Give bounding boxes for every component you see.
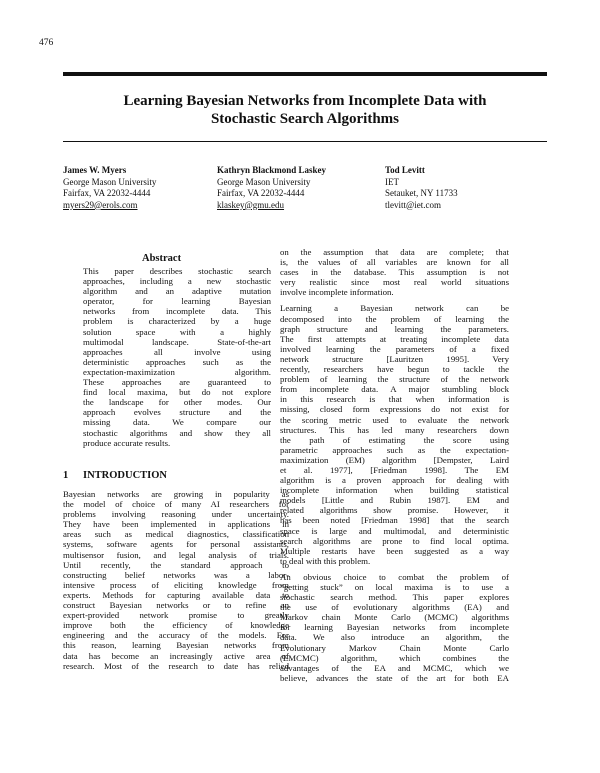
author-affiliation: George Mason University <box>217 176 311 187</box>
text-line: Multiple restarts have been suggested as a way <box>280 545 509 556</box>
text-line: multimodal landscape. State-of-the-art <box>83 336 271 347</box>
text-line: from incomplete data. A major stumbling block <box>280 384 509 395</box>
text-line: the model of choice of many AI researchers for <box>63 499 289 510</box>
author-block <box>63 165 156 211</box>
text-line: very realistic since most real world situations <box>280 277 509 288</box>
text-line: space is large and multimodal, and deterministic <box>280 525 509 536</box>
text-line: “getting stuck” on local maxima is to use a <box>280 582 509 592</box>
text-line: experts. Methods for capturing available data to <box>63 589 289 600</box>
text-line: missing data. We compare our <box>83 417 271 428</box>
text-line: maximization (EM) algorithm [Dempster, Laird <box>280 454 509 465</box>
text-line: recently, researchers have begun to tackle the <box>280 364 509 375</box>
section-number: 1 <box>63 470 69 481</box>
paragraph <box>280 247 509 297</box>
text-line: the path of estimating the score using <box>280 434 509 445</box>
text-line: algorithm is a proven approach for dealing with <box>280 475 509 486</box>
author-address: Setauket, NY 11733 <box>385 188 458 199</box>
text-line: (EMCMC) algorithm, which combines the <box>280 652 509 663</box>
text-line: search algorithms are prone to find local optima. <box>280 535 509 546</box>
author-email-link[interactable]: klaskey@gmu.edu <box>217 199 285 210</box>
text-line: stochastic algorithms and show they all <box>83 427 271 438</box>
author-affiliation: George Mason University <box>63 176 157 187</box>
text-line: parametric approaches such as the expectation- <box>280 444 509 455</box>
text-line: multisensor fusion, and legal analysis of trials. <box>63 549 289 560</box>
text-line: is, the values of all variables are known for all <box>280 257 509 268</box>
text-line: produce accurate results. <box>83 437 171 448</box>
paragraph <box>280 572 509 683</box>
left-column-text <box>63 489 289 671</box>
section-heading <box>63 470 167 481</box>
text-line: missing, closed form expressions do not exist for <box>280 404 509 415</box>
author-block <box>217 165 326 211</box>
abstract-body <box>83 266 271 448</box>
text-line: decomposed into the problem of learning the <box>280 313 509 324</box>
text-line: The first attempts at treating incomplete data <box>280 333 509 344</box>
paragraph <box>280 303 509 565</box>
text-line: systems, software agents for personal assistants, <box>63 539 289 550</box>
text-line: areas such as medical diagnostics, classification <box>63 529 289 540</box>
text-line: improve both the efficiency of knowledge <box>63 620 289 631</box>
text-line: Bayesian networks are growing in popularity as <box>63 489 289 499</box>
author-email-link[interactable]: myers29@erols.com <box>63 199 138 210</box>
text-line: approach evolves structure and the <box>83 407 271 418</box>
author-name: Kathryn Blackmond Laskey <box>217 165 327 175</box>
text-line: data. We also introduce an algorithm, the <box>280 632 509 643</box>
title-line: Learning Bayesian Networks from Incomplete Data with <box>123 93 487 109</box>
text-line: intensive process of eliciting knowledge from <box>63 579 289 590</box>
text-line: models [Little and Rubin 1987]. EM and <box>280 495 509 506</box>
text-line: approaches all involve using <box>83 346 271 357</box>
text-line: They have been implemented in applications in <box>63 519 289 530</box>
text-line: expectation-maximization algorithm. <box>83 366 271 377</box>
abstract-heading: Abstract <box>142 253 182 264</box>
author-affiliation: IET <box>385 176 399 187</box>
text-line: find local maxima, but do not explore <box>83 387 271 398</box>
text-line: cases in the database. This assumption is not <box>280 267 509 278</box>
text-line: involved learning the parameters of a fixed <box>280 343 509 354</box>
text-line: related algorithms show promise. However, it <box>280 505 509 516</box>
author-name: James W. Myers <box>63 165 127 175</box>
top-rule <box>63 72 547 76</box>
author-address: Fairfax, VA 22032-4444 <box>217 188 305 199</box>
text-line: problem is characterized by a huge <box>83 316 271 327</box>
right-column-text <box>280 247 509 683</box>
text-line: constructing belief networks was a labor- <box>63 569 289 580</box>
text-line: believe, advances the state of the art for both EA <box>280 672 509 683</box>
text-line: construct Bayesian networks or to refine an <box>63 600 289 611</box>
text-line: An obvious choice to combat the problem of <box>280 571 509 582</box>
text-line: problem of learning the structure of the network <box>280 374 509 385</box>
text-line: incomplete information when building statistical <box>280 485 509 496</box>
text-line: Learning a Bayesian network can be <box>280 303 509 314</box>
text-line: approaches, including a new stochastic <box>83 276 271 287</box>
text-line: algorithm and an adaptive mutation <box>83 286 271 297</box>
author-address: Fairfax, VA 22032-4444 <box>63 188 151 199</box>
text-line: graph structure and learning the parameters. <box>280 323 509 334</box>
paper-title <box>63 92 547 128</box>
text-line: this reason, learning Bayesian networks from <box>63 640 289 651</box>
text-line: These approaches are guaranteed to <box>83 377 271 388</box>
text-line: operator, for learning Bayesian <box>83 296 271 307</box>
section-title: INTRODUCTION <box>83 470 168 481</box>
text-line: This paper describes stochastic search <box>83 266 271 276</box>
author-name: Tod Levitt <box>385 165 425 175</box>
text-line: deterministic approaches such as the <box>83 356 271 367</box>
text-line: Evolutionary Markov Chain Monte Carlo <box>280 642 509 653</box>
text-line: the scoring metric used to evaluate the network <box>280 414 509 425</box>
author-block <box>385 165 458 211</box>
text-line: structures. This has led many researchers down <box>280 424 509 435</box>
text-line: problems involving reasoning under uncertainty. <box>63 509 289 520</box>
text-line: in this research is that when information is <box>280 394 509 405</box>
page-number: 476 <box>39 38 54 48</box>
text-line: to deal with this problem. <box>280 555 371 566</box>
author-email: tlevitt@iet.com <box>385 199 442 210</box>
title-rule <box>63 141 547 142</box>
text-line: expert-provided network promise to greatly <box>63 610 289 621</box>
text-line: engineering and the accuracy of the models. For <box>63 630 289 641</box>
text-line: advantages of the EA and MCMC, which we <box>280 662 509 673</box>
text-line: stochastic search method. This paper explores <box>280 592 509 603</box>
text-line: networks from incomplete data. This <box>83 306 271 317</box>
text-line: Until recently, the standard approach to <box>63 559 289 570</box>
text-line: on the assumption that data are complete; that <box>280 247 509 257</box>
text-line: solution space with a highly <box>83 326 271 337</box>
text-line: involve incomplete information. <box>280 287 394 298</box>
text-line: the landscape for other modes. Our <box>83 397 271 408</box>
text-line: network structure [Lauritzen 1995]. Very <box>280 353 509 364</box>
text-line: data has become an increasingly active area of <box>63 650 289 661</box>
text-line: et al. 1977], [Friedman 1998]. The EM <box>280 464 509 475</box>
text-line: research. Most of the research to date has relied <box>63 660 289 671</box>
text-line: Markov chain Monte Carlo (MCMC) algorithms <box>280 612 509 623</box>
title-line: Stochastic Search Algorithms <box>210 111 400 127</box>
text-line: for learning Bayesian networks from incomplete <box>280 622 509 633</box>
text-line: has been noted [Friedman 1998] that the search <box>280 515 509 526</box>
text-line: the use of evolutionary algorithms (EA) and <box>280 602 509 613</box>
